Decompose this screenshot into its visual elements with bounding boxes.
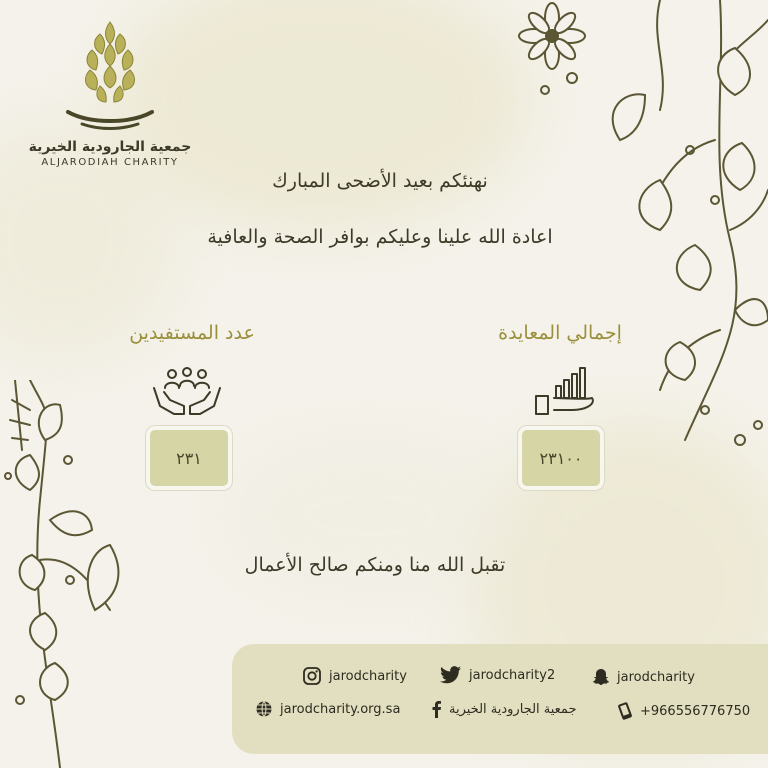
eid-greeting-title: نهنئكم بعيد الأضحى المبارك	[272, 170, 488, 192]
logo-arabic-name: جمعية الجارودية الخيرية	[28, 139, 192, 155]
contact-panel	[232, 644, 768, 754]
total-greetings-title: إجمالي المعايدة	[498, 322, 622, 344]
facebook-contact[interactable]	[430, 700, 577, 718]
snapchat-handle: jarodcharity	[617, 669, 695, 685]
floral-decoration-bottom-left	[0, 380, 140, 768]
snapchat-ghost-icon	[592, 668, 610, 686]
beneficiaries-value: ٢٣١	[176, 448, 202, 468]
phone-icon	[617, 702, 633, 720]
closing-message: تقبل الله منا ومنكم صالح الأعمال	[244, 554, 506, 576]
instagram-handle: jarodcharity	[329, 668, 407, 684]
total-greetings-value-box	[518, 426, 604, 490]
beneficiaries-value-box	[146, 426, 232, 490]
charity-logo	[20, 20, 200, 168]
snapchat-contact[interactable]	[592, 668, 695, 686]
twitter-contact[interactable]	[440, 666, 555, 684]
logo-english-name: ALJARODIAH CHARITY	[41, 157, 179, 168]
facebook-page-name: جمعية الجارودية الخيرية	[449, 701, 577, 717]
facebook-icon	[430, 700, 442, 718]
instagram-contact[interactable]	[302, 666, 407, 686]
helping-hands-people-icon	[150, 366, 224, 420]
eid-greeting-subtitle: اعادة الله علينا وعليكم بوافر الصحة والعافية	[207, 226, 553, 248]
twitter-bird-icon	[440, 666, 462, 684]
phone-number: +966556776750	[640, 703, 751, 719]
twitter-handle: jarodcharity2	[469, 667, 556, 683]
phone-contact[interactable]	[617, 702, 750, 720]
wheat-logo-icon	[60, 20, 160, 135]
beneficiaries-title: عدد المستفيدين	[129, 322, 255, 344]
instagram-icon	[302, 666, 322, 686]
hand-growth-chart-icon	[530, 364, 598, 420]
total-greetings-value: ٢٣١٠٠	[539, 448, 583, 468]
website-contact[interactable]	[255, 700, 400, 718]
website-url: jarodcharity.org.sa	[280, 701, 401, 717]
globe-icon	[255, 700, 273, 718]
